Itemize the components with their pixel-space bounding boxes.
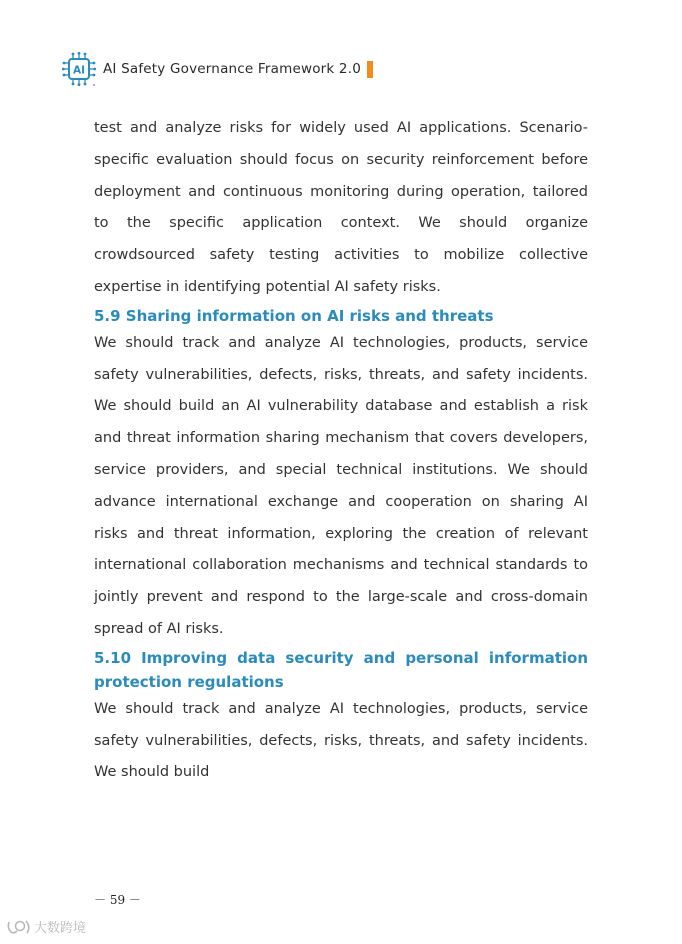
watermark	[6, 917, 86, 936]
logo-text: AI	[72, 64, 86, 77]
header-dot	[93, 84, 95, 86]
document-title: AI Safety Governance Framework 2.0	[103, 61, 362, 77]
body-paragraph: We should track and analyze AI technologies, products, service safety vulnerabilities, defects, risks, threats, and safety incidents. We should build an AI vulnerability database and establish a risk and threat information sharing mechanism that covers developers, service providers, and special technical institutions. We should advance international exchange and cooperation on sharing AI risks and threat information, exploring the creation of relevant international collaboration mechanisms and technical standards to jointly prevent and respond to the large-scale and cross-domain spread of AI risks.	[94, 334, 588, 637]
header-accent-bar	[367, 61, 373, 78]
section-heading: 5.9 Sharing information on AI risks and threats	[94, 306, 494, 325]
page-content	[94, 113, 588, 789]
watermark-logo-icon	[6, 918, 32, 936]
page-header	[62, 52, 373, 86]
ai-chip-logo-icon	[62, 52, 96, 86]
body-paragraph: We should track and analyze AI technologies, products, service safety vulnerabilities, defects, risks, threats, and safety incidents. We should build	[94, 700, 588, 781]
watermark-text: 大数跨境	[34, 921, 87, 936]
section-heading: 5.10 Improving data security and personal information protection regulations	[94, 648, 588, 691]
body-paragraph: test and analyze risks for widely used AI applications. Scenario-specific evaluation should focus on security reinforcement before deployment and continuous monitoring during operation, tailored to the specific application context. We should organize crowdsourced safety testing activities to mobilize collective expertise in identifying potential AI safety risks.	[94, 120, 588, 295]
page-number: － 59 －	[94, 893, 141, 907]
